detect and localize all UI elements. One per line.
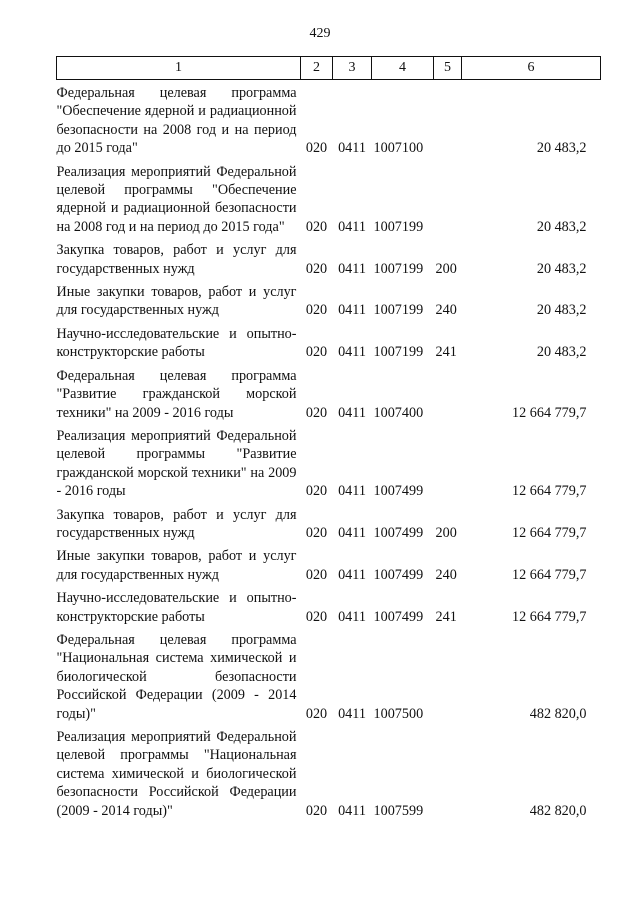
table-row — [57, 80, 601, 159]
row-ministry-code-cell: 020 — [305, 566, 328, 583]
row-expense-type-cell — [434, 363, 462, 423]
row-section-cell: 0411 — [338, 524, 366, 541]
row-expense-type-cell: 240 — [435, 566, 457, 583]
row-ministry-code-cell: 020 — [305, 608, 328, 625]
row-expense-type-cell — [434, 80, 462, 159]
row-ministry-code-cell: 020 — [305, 483, 328, 500]
row-name-cell: Федеральная целевая программа "Национальная система химической и биологической безопасности Российской Федерации (2009 - 2014 годы)" — [56, 631, 297, 722]
row-name-cell: Иные закупки товаров, работ и услуг для государственных нужд — [56, 548, 297, 583]
row-expense-type-cell: 241 — [435, 344, 457, 361]
table-row — [57, 237, 601, 279]
row-ministry-code-cell: 020 — [305, 302, 328, 319]
row-section-cell: 0411 — [338, 302, 366, 319]
table-row — [57, 279, 601, 321]
row-amount-cell: 20 483,2 — [536, 260, 587, 277]
row-name-cell: Закупка товаров, работ и услуг для государственных нужд — [56, 242, 297, 277]
row-target-item-cell: 1007599 — [373, 802, 424, 819]
row-target-item-cell: 1007499 — [373, 566, 424, 583]
row-amount-cell: 12 664 779,7 — [512, 608, 587, 625]
row-ministry-code-cell: 020 — [305, 404, 328, 421]
row-amount-cell: 482 820,0 — [529, 705, 587, 722]
row-section-cell: 0411 — [338, 802, 366, 819]
row-ministry-code-cell: 020 — [305, 140, 328, 157]
table-row — [57, 627, 601, 724]
row-name-cell: Реализация мероприятий Федеральной целевой программы "Национальная система химической и биологической безопасности Российской Федерации (2009 - 2014 годы)" — [56, 729, 297, 819]
budget-table — [56, 56, 601, 821]
column-header-4: 4 — [372, 57, 434, 80]
row-target-item-cell: 1007199 — [373, 344, 424, 361]
row-target-item-cell: 1007400 — [373, 404, 424, 421]
table-row — [57, 724, 601, 821]
row-expense-type-cell: 200 — [435, 524, 457, 541]
row-amount-cell: 20 483,2 — [536, 302, 587, 319]
table-row — [57, 321, 601, 363]
row-section-cell: 0411 — [338, 140, 366, 157]
row-name-cell: Реализация мероприятий Федеральной целевой программы "Развитие гражданской морской техники" на 2009 - 2016 годы — [56, 427, 297, 500]
row-expense-type-cell: 240 — [435, 302, 457, 319]
page-number: 429 — [309, 26, 331, 41]
table-header — [57, 57, 601, 80]
row-amount-cell: 20 483,2 — [536, 218, 587, 235]
column-header-5: 5 — [434, 57, 462, 80]
row-name-cell: Иные закупки товаров, работ и услуг для государственных нужд — [56, 284, 297, 319]
column-header-1: 1 — [57, 57, 301, 80]
row-section-cell: 0411 — [338, 483, 366, 500]
row-name-cell: Реализация мероприятий Федеральной целевой программы "Обеспечение ядерной и радиационной безопасности на 2008 год и на период до 2015 года" — [56, 163, 297, 235]
row-target-item-cell: 1007499 — [373, 608, 424, 625]
row-target-item-cell: 1007199 — [373, 260, 424, 277]
row-amount-cell: 482 820,0 — [529, 802, 587, 819]
row-amount-cell: 20 483,2 — [536, 140, 587, 157]
row-ministry-code-cell: 020 — [305, 260, 328, 277]
row-section-cell: 0411 — [338, 404, 366, 421]
row-ministry-code-cell: 020 — [305, 524, 328, 541]
row-name-cell: Научно-исследовательские и опытно-конструкторские работы — [56, 590, 297, 625]
row-ministry-code-cell: 020 — [305, 344, 328, 361]
table-row — [57, 159, 601, 238]
row-name-cell: Научно-исследовательские и опытно-конструкторские работы — [56, 325, 297, 361]
row-ministry-code-cell: 020 — [305, 802, 328, 819]
row-section-cell: 0411 — [338, 260, 366, 277]
row-expense-type-cell: 241 — [435, 608, 457, 625]
row-target-item-cell: 1007199 — [373, 302, 424, 319]
row-name-cell: Федеральная целевая программа "Развитие гражданской морской техники" на 2009 - 2016 годы — [56, 367, 297, 421]
table-row — [57, 502, 601, 544]
row-expense-type-cell: 200 — [435, 260, 457, 277]
row-section-cell: 0411 — [338, 344, 366, 361]
row-target-item-cell: 1007499 — [373, 524, 424, 541]
row-expense-type-cell — [434, 627, 462, 724]
row-amount-cell: 12 664 779,7 — [512, 524, 587, 541]
table-row — [57, 543, 601, 585]
table-row — [57, 423, 601, 502]
column-header-6: 6 — [462, 57, 601, 80]
table-row — [57, 585, 601, 627]
table-body — [57, 80, 601, 822]
row-amount-cell: 12 664 779,7 — [512, 483, 587, 500]
row-expense-type-cell — [434, 159, 462, 238]
row-section-cell: 0411 — [338, 566, 366, 583]
row-target-item-cell: 1007499 — [373, 483, 424, 500]
row-name-cell: Федеральная целевая программа "Обеспечение ядерной и радиационной безопасности на 2008 год и на период до 2015 года" — [56, 85, 297, 157]
row-target-item-cell: 1007199 — [373, 218, 424, 235]
row-amount-cell: 12 664 779,7 — [512, 404, 587, 421]
row-ministry-code-cell: 020 — [305, 218, 328, 235]
row-section-cell: 0411 — [338, 608, 366, 625]
row-expense-type-cell — [434, 724, 462, 821]
row-amount-cell: 12 664 779,7 — [512, 566, 587, 583]
row-name-cell: Закупка товаров, работ и услуг для государственных нужд — [56, 506, 297, 541]
row-section-cell: 0411 — [338, 705, 366, 722]
row-target-item-cell: 1007500 — [373, 705, 424, 722]
row-target-item-cell: 1007100 — [373, 140, 424, 157]
row-section-cell: 0411 — [338, 218, 366, 235]
column-header-2: 2 — [301, 57, 333, 80]
table-row — [57, 363, 601, 423]
row-ministry-code-cell: 020 — [305, 705, 328, 722]
row-amount-cell: 20 483,2 — [536, 344, 587, 361]
column-header-3: 3 — [333, 57, 372, 80]
row-expense-type-cell — [434, 423, 462, 502]
